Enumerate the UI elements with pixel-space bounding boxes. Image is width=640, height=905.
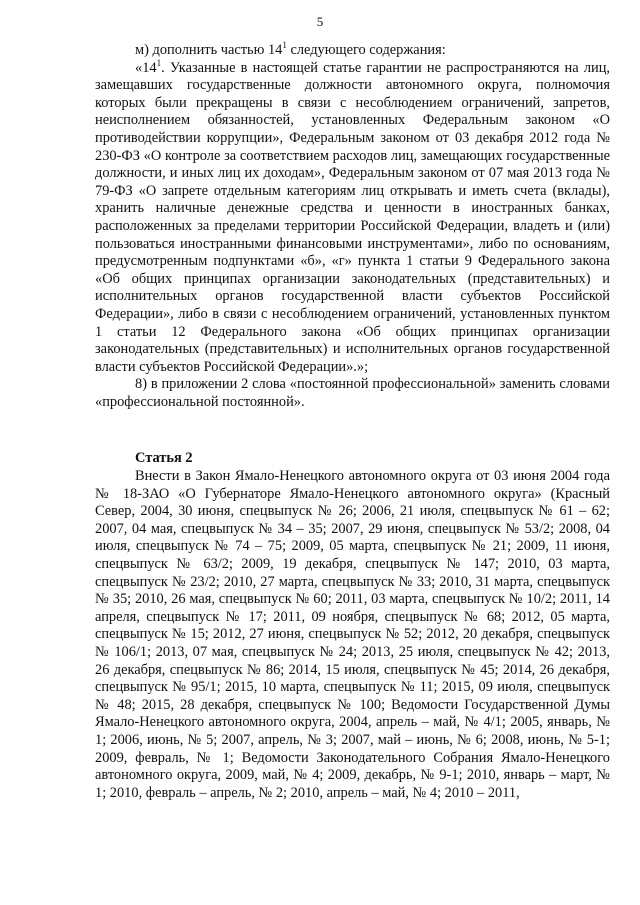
section-spacer: [95, 411, 610, 450]
page-number: 5: [316, 14, 324, 29]
part-14-1-text: . Указанные в настоящей статье гарантии не распространяются на лиц, замещавших государственные должности автономного округа, полномочия которых были прекращены в связи с несоблюдением ограничений, запретов, неисполнением обязанностей, установленных Федеральным законом «О противодействии коррупции», Федеральным законом от 03 декабря 2012 года № 230-ФЗ «О контроле за соответствием расходов лиц, замещающих государственные должности, и иных лиц их доходам», Федеральным законом от 07 мая 2013 года № 79-ФЗ «О запрете отдельным категориям лиц открывать и иметь счета (вклады), хранить наличные денежные средства и ценности в иностранных банках, расположенных за пределами территории Российской Федерации, владеть и (или) пользоваться иностранными финансовыми инструментами», либо по основаниям, предусмотренным подпунктами «б», «г» пункта 1 статьи 9 Федерального закона «Об общих принципах организации законодательных (представительных) и исполнительных органов государственной власти субъектов Российской Федерации», либо в связи с несоблюдением ограничений, установленных пунктом 1 статьи 12 Федерального закона «Об общих принципах организации законодательных (представительных) и исполнительных органов государственной власти субъектов Российской Федерации».»;: [95, 59, 610, 375]
paragraph-article-2-text: Внести в Закон Ямало-Ненецкого автономного округа от 03 июня 2004 года № 18-ЗАО «О Губернаторе Ямало-Ненецкого автономного округа» (Красный Север, 2004, 30 июня, спецвыпуск № 26; 2006, 21 июля, спецвыпуск № 61 – 62; 2007, 04 мая, спецвыпуск № 34 – 35; 2007, 29 июня, спецвыпуск № 53/2; 2008, 04 июля, спецвыпуск № 74 – 75; 2009, 05 марта, спецвыпуск № 21; 2009, 11 июня, спецвыпуск № 63/2; 2009, 19 декабря, спецвыпуск № 147; 2010, 03 марта, спецвыпуск № 23/2; 2010, 27 марта, спецвыпуск № 33; 2010, 31 марта, спецвыпуск № 35; 2010, 26 мая, спецвыпуск № 60; 2011, 03 марта, спецвыпуск № 10/2; 2011, 14 апреля, спецвыпуск № 17; 2011, 09 ноября, спецвыпуск № 68; 2012, 05 марта, спецвыпуск № 15; 2012, 27 июня, спецвыпуск № 52; 2012, 20 декабря, спецвыпуск № 106/1; 2013, 07 мая, спецвыпуск № 24; 2013, 25 июля, спецвыпуск № 42; 2013, 26 декабря, спецвыпуск № 86; 2014, 15 июля, спецвыпуск № 45; 2014, 26 декабря, спецвыпуск № 95/1; 2015, 10 марта, спецвыпуск № 11; 2015, 09 июля, спецвыпуск № 48; 2015, 28 декабря, спецвыпуск № 100; Ведомости Государственной Думы Ямало-Ненецкого автономного округа, 2004, апрель – май, № 4/1; 2005, январь, № 1; 2006, июнь, № 5; 2007, апрель, № 3; 2007, май – июнь, № 6; 2008, июнь, № 5-1; 2009, февраль, № 1; Ведомости Законодательного Собрания Ямало-Ненецкого автономного округа, 2009, май, № 4; 2009, декабрь, № 9-1; 2010, январь – март, № 1; 2010, февраль – апрель, № 2; 2010, апрель – май, № 4; 2010 – 2011,: [95, 468, 610, 801]
amendment-m-intro-superscript: 1: [282, 40, 287, 50]
amendment-m-intro-suffix: следующего содержания:: [286, 42, 446, 58]
paragraph-amendment-8: 8) в приложении 2 слова «постоянной профессиональной» заменить словами «профессиональной постоянной».: [95, 376, 610, 410]
part-14-1-prefix: «14: [135, 59, 157, 76]
paragraph-amendment-m-intro: [95, 42, 610, 60]
amendment-m-intro-prefix: м) дополнить частью 14: [135, 42, 283, 58]
part-14-1-superscript: 1: [156, 57, 162, 68]
article-2-heading: Статья 2: [135, 450, 193, 467]
document-body: [95, 42, 610, 802]
paragraph-part-14-1: [95, 57, 610, 377]
